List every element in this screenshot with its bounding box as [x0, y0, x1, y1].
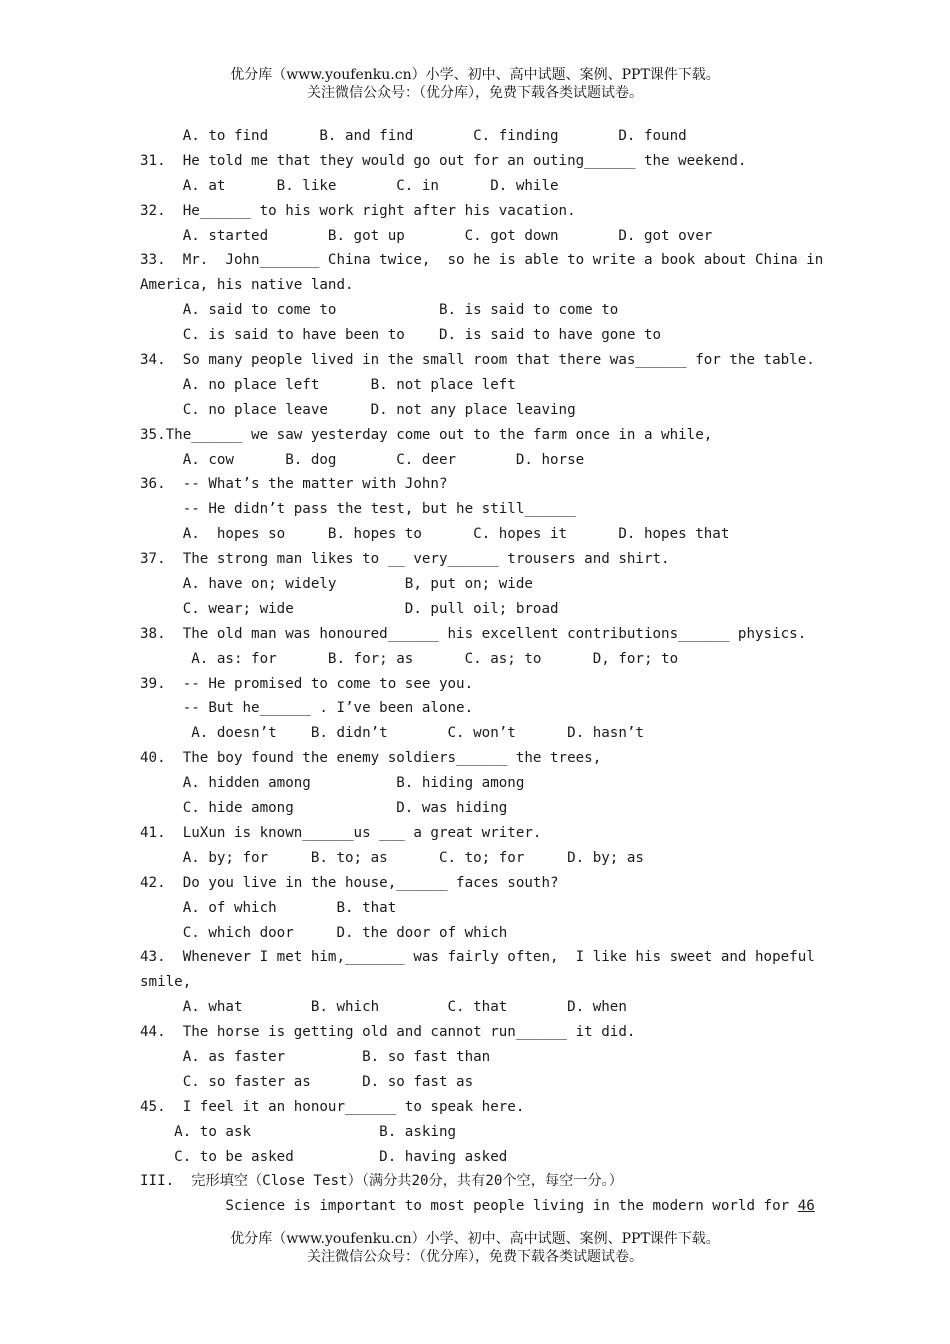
question-line: 33. Mr. John_______ China twice, so he is able to write a book about China in [140, 252, 824, 269]
page-header [0, 66, 950, 102]
question-line: A. hopes so B. hopes to C. hopes it D. hopes that [140, 526, 730, 543]
question-line: 32. He______ to his work right after his vacation. [140, 202, 576, 219]
question-line: A. doesn’t B. didn’t C. won’t D. hasn’t [140, 725, 644, 742]
question-line: A. of which B. that [140, 899, 397, 916]
exam-questions [140, 124, 824, 1219]
question-line: 31. He told me that they would go out for an outing______ the weekend. [140, 152, 747, 169]
question-line: A. to find B. and find C. finding D. found [140, 128, 687, 144]
question-line: C. hide among D. was hiding [140, 800, 508, 817]
question-line: A. cow B. dog C. deer D. horse [140, 451, 585, 468]
question-line: C. to be asked D. having asked [140, 1148, 508, 1165]
question-line: 38. The old man was honoured______ his excellent contributions______ physics. [140, 625, 807, 642]
question-line: C. which door D. the door of which [140, 924, 508, 941]
question-line: C. no place leave D. not any place leaving [140, 401, 576, 418]
question-line: 43. Whenever I met him,_______ was fairly often, I like his sweet and hopeful [140, 949, 815, 966]
question-line: 36. -- What’s the matter with John? [140, 476, 448, 493]
question-line: 37. The strong man likes to __ very______ trousers and shirt. [140, 551, 670, 568]
question-line: 40. The boy found the enemy soldiers______ the trees, [140, 750, 602, 767]
question-line: A. as: for B. for; as C. as; to D, for; to [140, 650, 679, 667]
passage-first-line: Science is important to most people living in the modern world for 46 [140, 1198, 815, 1215]
question-line: C. is said to have been to D. is said to have gone to [140, 327, 662, 344]
question-line: A. started B. got up C. got down D. got over [140, 227, 713, 244]
blank-number-46: 46 [797, 1198, 815, 1215]
question-line: America, his native land. [140, 277, 354, 294]
question-line: 39. -- He promised to come to see you. [140, 675, 474, 692]
question-line: C. so faster as D. so fast as [140, 1073, 474, 1090]
question-line: A. by; for B. to; as C. to; for D. by; as [140, 849, 644, 866]
question-line: 44. The horse is getting old and cannot run______ it did. [140, 1024, 636, 1041]
question-line: smile, [140, 974, 192, 991]
question-line: A. what B. which C. that D. when [140, 999, 627, 1016]
question-line: A. to ask B. asking [140, 1123, 457, 1140]
question-line: A. no place left B. not place left [140, 376, 516, 393]
question-line: -- But he______ . I’ve been alone. [140, 700, 474, 717]
question-line: 42. Do you live in the house,______ faces south? [140, 874, 559, 891]
page-footer [0, 1230, 950, 1266]
section-heading-close-test: III. 完形填空（Close Test）（满分共20分，共有20个空，每空一分。） [140, 1173, 623, 1190]
question-line: 35.The______ we saw yesterday come out to the farm once in a while, [140, 426, 713, 443]
question-line: C. wear; wide D. pull oil; broad [140, 600, 559, 617]
header-line-1: 优分库（www.youfenku.cn）小学、初中、高中试题、案例、PPT课件下载。 [230, 67, 720, 83]
question-line: 45. I feel it an honour______ to speak here. [140, 1098, 525, 1115]
question-line: 34. So many people lived in the small room that there was______ for the table. [140, 352, 815, 369]
question-line: A. as faster B. so fast than [140, 1048, 491, 1065]
header-line-2: 关注微信公众号：（优分库），免费下载各类试题试卷。 [307, 85, 643, 101]
question-line: A. hidden among B. hiding among [140, 775, 525, 792]
question-line: A. have on; widely B, put on; wide [140, 576, 533, 593]
question-line: A. at B. like C. in D. while [140, 177, 559, 194]
footer-line-2: 关注微信公众号：（优分库），免费下载各类试题试卷。 [307, 1249, 643, 1265]
question-line: -- He didn’t pass the test, but he still______ [140, 501, 576, 518]
footer-line-1: 优分库（www.youfenku.cn）小学、初中、高中试题、案例、PPT课件下载。 [230, 1231, 720, 1247]
question-line: A. said to come to B. is said to come to [140, 302, 619, 319]
question-line: 41. LuXun is known______us ___ a great writer. [140, 824, 542, 841]
